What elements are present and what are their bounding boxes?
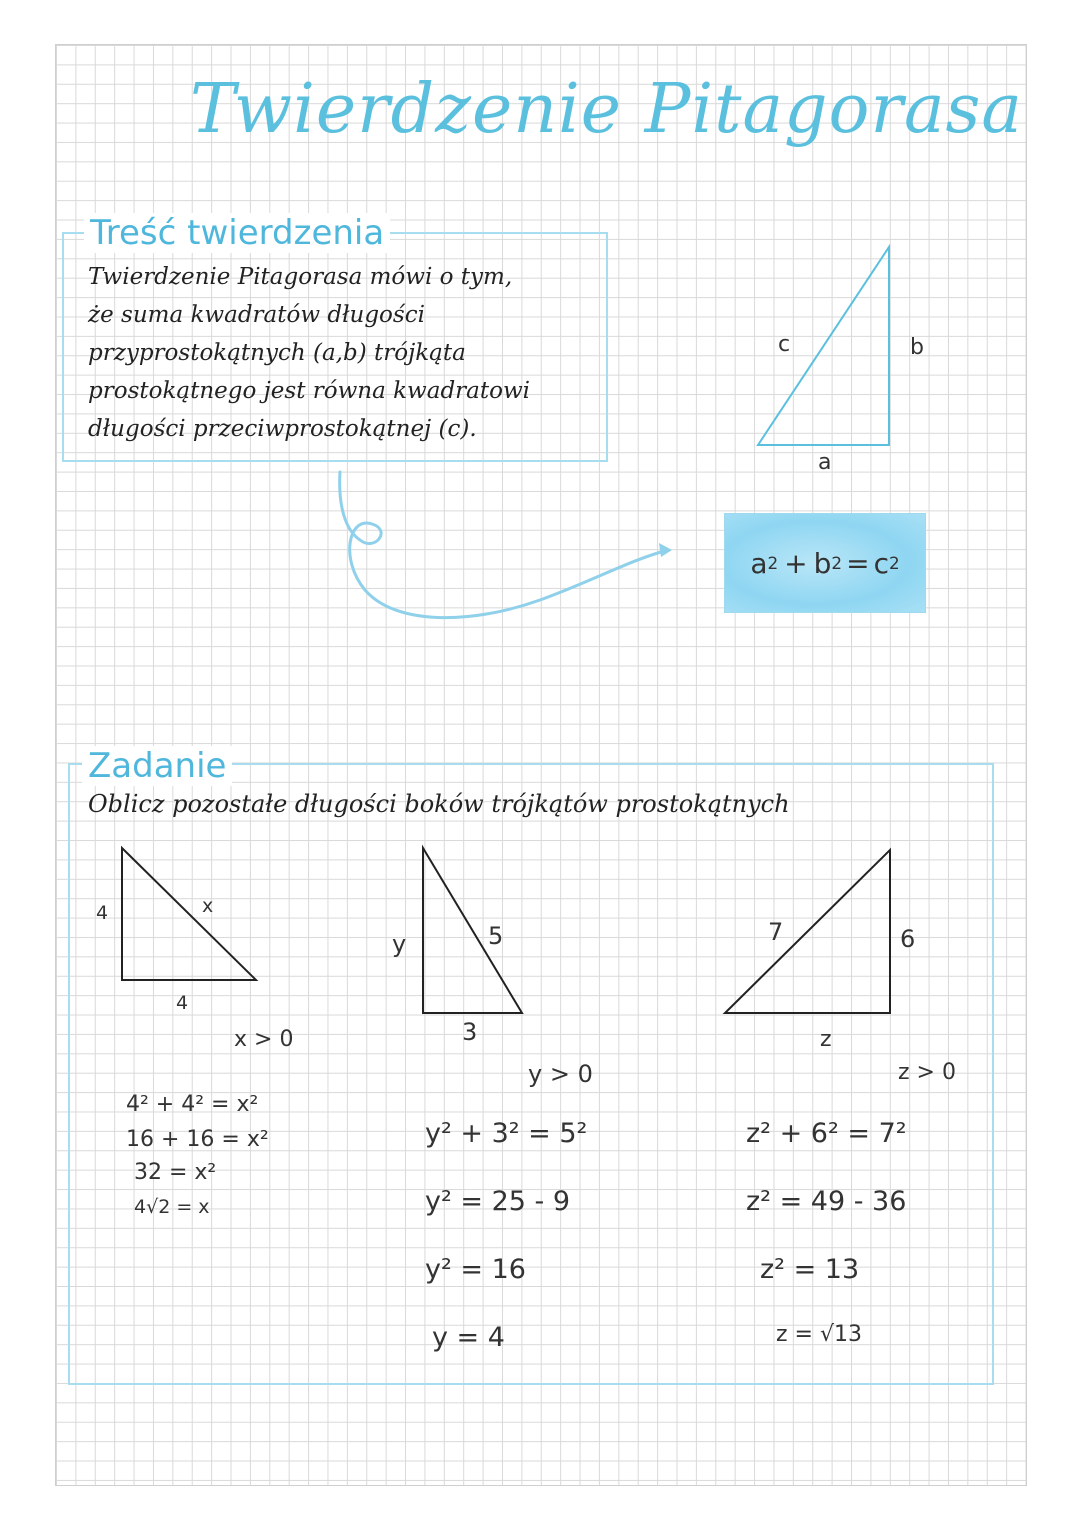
- tri3-step: z² = 13: [760, 1254, 860, 1285]
- tri2-left-leg: y: [392, 930, 407, 958]
- tri1-bottom: 4: [176, 992, 189, 1014]
- formula-a: a: [750, 546, 768, 580]
- task-triangle-1: [122, 848, 256, 980]
- tri3-hyp: 7: [768, 918, 784, 946]
- formula-exp-a: 2: [767, 553, 779, 573]
- tri1-step: 32 = x²: [134, 1160, 217, 1185]
- tri1-left-leg: 4: [96, 902, 109, 924]
- tri2-bottom: 3: [462, 1018, 478, 1046]
- task-triangle-3: [725, 850, 890, 1013]
- tri3-right-leg: 6: [900, 925, 916, 953]
- tri2-step: y² = 25 - 9: [425, 1186, 571, 1217]
- tri2-step: y² + 3² = 5²: [425, 1118, 588, 1149]
- task-instruction: Oblicz pozostałe długości boków trójkątów prostokątnych: [88, 790, 790, 818]
- theorem-line: przyprostokątnych (a,b) trójkąta: [88, 340, 466, 366]
- tri3-step: z² + 6² = 7²: [746, 1118, 907, 1149]
- formula-plus: +: [784, 546, 808, 580]
- tri1-step: 16 + 16 = x²: [126, 1127, 269, 1152]
- formula-eq: =: [846, 546, 870, 580]
- tri1-step: 4² + 4² = x²: [126, 1092, 259, 1117]
- theorem-label-c: c: [778, 332, 791, 357]
- theorem-heading: Treść twierdzenia: [84, 213, 390, 253]
- task-triangle-2: [423, 848, 522, 1013]
- tri2-step: y² = 16: [425, 1254, 526, 1285]
- tri2-condition: y > 0: [528, 1060, 593, 1088]
- formula-exp-b: 2: [831, 553, 843, 573]
- theorem-line: długości przeciwprostokątnej (c).: [88, 416, 477, 442]
- formula-b: b: [813, 546, 832, 580]
- tri1-hyp: x: [202, 895, 214, 917]
- tri1-step: 4√2 = x: [134, 1196, 210, 1218]
- tri3-condition: z > 0: [898, 1060, 956, 1085]
- tri2-hyp: 5: [488, 922, 504, 950]
- theorem-line: że suma kwadratów długości: [88, 302, 425, 328]
- theorem-label-a: a: [818, 450, 832, 475]
- formula-exp-c: 2: [888, 553, 900, 573]
- theorem-label-b: b: [910, 335, 924, 360]
- formula-c: c: [873, 546, 889, 580]
- tri3-step: z² = 49 - 36: [746, 1186, 907, 1217]
- task-heading: Zadanie: [82, 746, 232, 786]
- tri2-step: y = 4: [432, 1322, 505, 1353]
- tri3-bottom: z: [820, 1027, 832, 1052]
- theorem-line: prostokątnego jest równa kwadratowi: [88, 378, 531, 404]
- page-title: Twierdzenie Pitagorasa: [190, 70, 1023, 149]
- theorem-line: Twierdzenie Pitagorasa mówi o tym,: [88, 264, 513, 290]
- tri1-condition: x > 0: [234, 1027, 294, 1052]
- tri3-step: z = √13: [776, 1322, 862, 1347]
